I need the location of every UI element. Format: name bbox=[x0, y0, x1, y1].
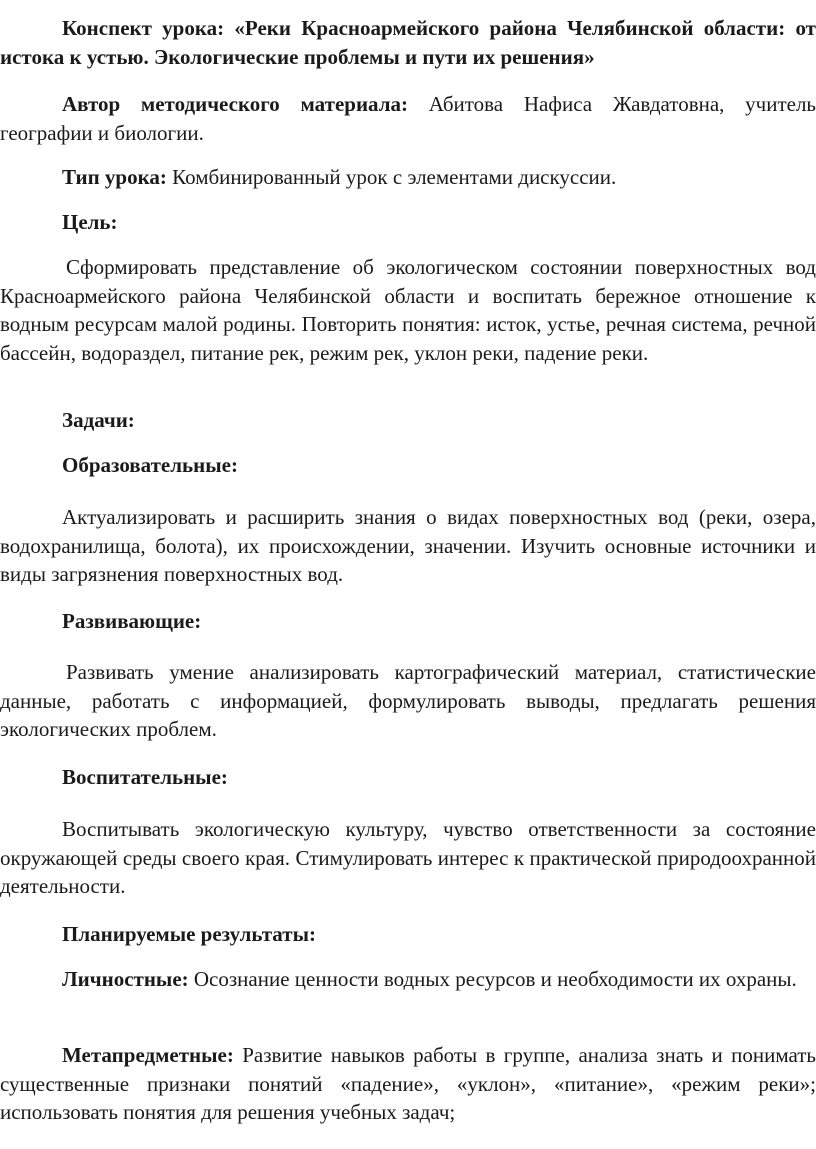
results-heading: Планируемые результаты: bbox=[62, 922, 316, 946]
developing-heading: Развивающие: bbox=[62, 609, 202, 633]
meta-results-paragraph bbox=[0, 1041, 816, 1127]
goal-text: Сформировать представление об экологическом состоянии поверхностных вод Красноармейского района Челябинской области и воспитать бережное отношение к водным ресурсам малой родины. Повторить понятия: исток, устье, речная система, речной бассейн, водораздел, питание рек, режим рек, уклон реки, падение реки. bbox=[0, 255, 816, 365]
upbringing-heading: Воспитательные: bbox=[62, 765, 228, 789]
meta-results-text: Развитие навыков работы в группе, анализа знать и понимать существенные признаки понятий «падение», «уклон», «питание», «режим реки»; использовать понятия для решения учебных задач; bbox=[0, 1043, 816, 1124]
educational-heading: Образовательные: bbox=[62, 453, 238, 477]
author-text: Абитова Нафиса Жавдатовна, учитель географии и биологии. bbox=[0, 92, 816, 145]
upbringing-text: Воспитывать экологическую культуру, чувство ответственности за состояние окружающей среды своего края. Стимулировать интерес к практической природоохранной деятельности. bbox=[0, 817, 816, 898]
author-paragraph bbox=[0, 90, 816, 147]
personal-results-text: Осознание ценности водных ресурсов и необходимости их охраны. bbox=[193, 967, 797, 991]
title-text: «Реки Красноармейского района Челябинской области: от истока к устью. Экологические проблемы и пути их решения» bbox=[0, 16, 816, 69]
educational-text: Актуализировать и расширить знания о видах поверхностных вод (реки, озера, водохранилища, болота), их происхождении, значении. Изучить основные источники и виды загрязнения поверхностных вод. bbox=[0, 505, 816, 586]
lesson-type-paragraph bbox=[0, 163, 816, 192]
lesson-title bbox=[0, 14, 816, 71]
goal-heading: Цель: bbox=[62, 210, 118, 234]
developing-text: Развивать умение анализировать картографический материал, статистические данные, работать с информацией, формулировать выводы, предлагать решения экологических проблем. bbox=[0, 660, 816, 741]
lesson-type-text: Комбинированный урок с элементами дискуссии. bbox=[172, 165, 617, 189]
title-label: Конспект урока: bbox=[62, 16, 225, 40]
meta-results-label: Метапредметные: bbox=[62, 1043, 234, 1067]
personal-results-paragraph bbox=[0, 965, 816, 994]
lesson-type-label: Тип урока: bbox=[62, 165, 167, 189]
tasks-heading: Задачи: bbox=[62, 408, 135, 432]
personal-results-label: Личностные: bbox=[62, 967, 189, 991]
author-label: Автор методического материала: bbox=[62, 92, 409, 116]
